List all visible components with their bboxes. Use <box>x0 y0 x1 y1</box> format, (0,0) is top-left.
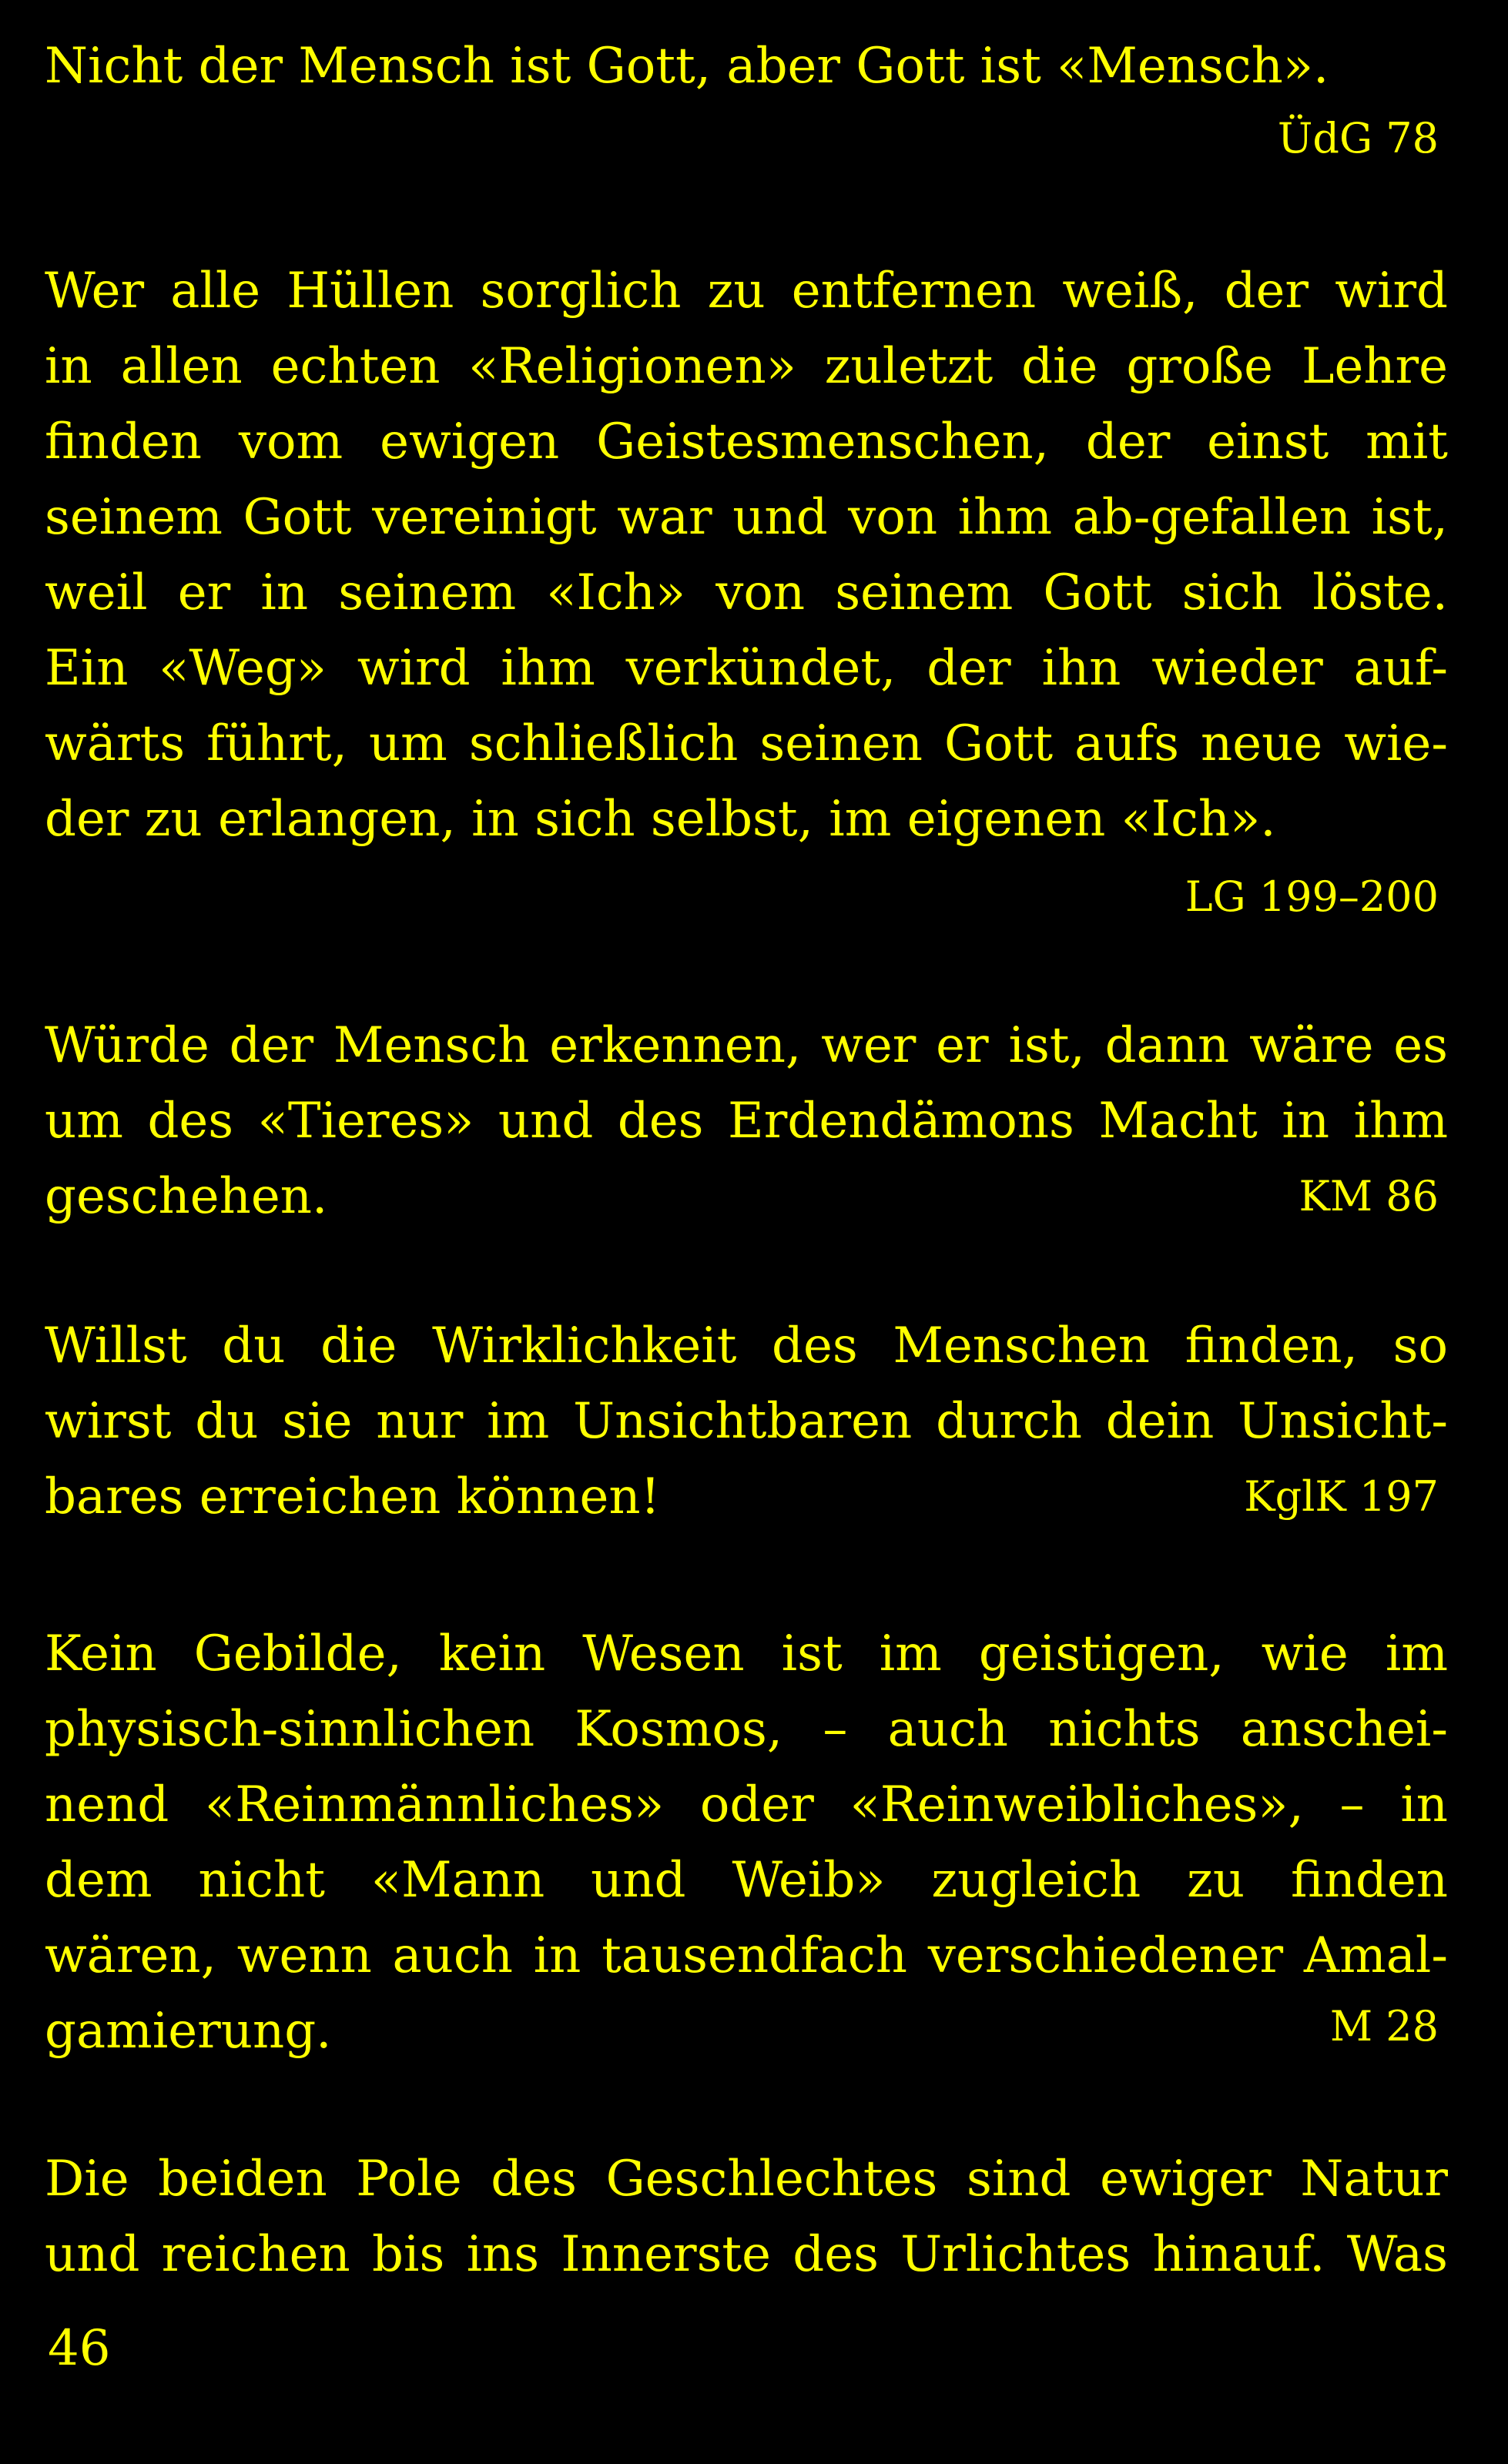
paragraph-5-line-6: gamierung. <box>45 2003 332 2060</box>
paragraph-2-line-8: der zu erlangen, in sich selbst, im eigenen «Ich». <box>45 791 1276 848</box>
paragraph-2-line-1: Wer alle Hüllen sorglich zu entfernen weiß, der wird <box>45 263 1448 320</box>
paragraph-5-line-4: dem nicht «Mann und Weib» zugleich zu finden <box>45 1852 1448 1909</box>
paragraph-2-reference: LG 199–200 <box>1185 872 1439 921</box>
paragraph-5-line-1: Kein Gebilde, kein Wesen ist im geistigen, wie im <box>45 1625 1448 1682</box>
paragraph-2-line-7: wärts führt, um schließlich seinen Gott aufs neue wie- <box>45 715 1448 772</box>
paragraph-2-line-4: seinem Gott vereinigt war und von ihm ab-gefallen ist, <box>45 489 1448 546</box>
paragraph-4-line-2: wirst du sie nur im Unsichtbaren durch dein Unsicht- <box>45 1393 1448 1450</box>
paragraph-6-line-1: Die beiden Pole des Geschlechtes sind ewiger Natur <box>45 2151 1448 2208</box>
paragraph-1-line-1: Nicht der Mensch ist Gott, aber Gott ist «Mensch». <box>45 38 1329 95</box>
paragraph-2-line-3: finden vom ewigen Geistesmenschen, der einst mit <box>45 413 1448 470</box>
paragraph-3-line-3: geschehen. <box>45 1168 328 1225</box>
page-number: 46 <box>48 2320 111 2377</box>
paragraph-5-line-5: wären, wenn auch in tausendfach verschiedener Amal- <box>45 1927 1448 1984</box>
paragraph-1-reference: ÜdG 78 <box>1277 114 1439 162</box>
paragraph-3-line-2: um des «Tieres» und des Erdendämons Macht in ihm <box>45 1093 1448 1150</box>
paragraph-3-reference: KM 86 <box>1299 1172 1439 1220</box>
paragraph-4-line-1: Willst du die Wirklichkeit des Menschen finden, so <box>45 1317 1448 1374</box>
paragraph-6-line-2: und reichen bis ins Innerste des Urlichtes hinauf. Was <box>45 2226 1448 2283</box>
paragraph-4-reference: KglK 197 <box>1244 1472 1439 1521</box>
paragraph-3-line-1: Würde der Mensch erkennen, wer er ist, dann wäre es <box>45 1017 1448 1074</box>
paragraph-5-reference: M 28 <box>1329 2002 1439 2051</box>
paragraph-2-line-5: weil er in seinem «Ich» von seinem Gott sich löste. <box>45 564 1448 621</box>
paragraph-5-line-2: physisch-sinnlichen Kosmos, – auch nichts anschei- <box>45 1701 1448 1758</box>
paragraph-2-line-6: Ein «Weg» wird ihm verkündet, der ihn wieder auf- <box>45 640 1448 697</box>
paragraph-5-line-3: nend «Reinmännliches» oder «Reinweibliches», – in <box>45 1776 1448 1833</box>
paragraph-4-line-3: bares erreichen können! <box>45 1468 661 1525</box>
paragraph-2-line-2: in allen echten «Religionen» zuletzt die große Lehre <box>45 338 1448 395</box>
